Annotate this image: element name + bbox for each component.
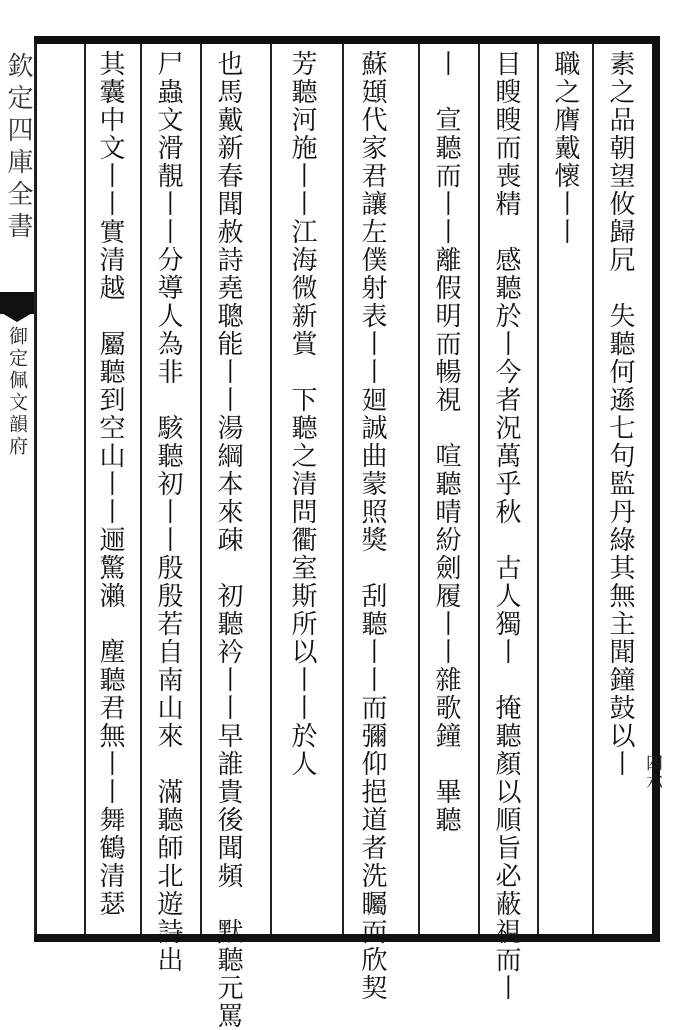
- frame-bottom-border: [34, 934, 660, 942]
- text-column-3: [486, 50, 526, 1002]
- text-column-4: [426, 50, 466, 834]
- column-text: 目瞍瞍而喪精 感聽於丨今者況萬乎秋 古人獨丨 掩聽顏以順旨必蔽視而丨: [491, 50, 521, 1002]
- fishtail-notch: [0, 312, 34, 322]
- column-rule: [478, 44, 480, 934]
- column-text: 尸蟲文滑靚丨丨分導人為非 駭聽初丨丨殷殷若自南山來 滿聽師北遊詩出: [153, 50, 183, 974]
- text-column-1: [600, 50, 640, 778]
- frame-top-border: [34, 36, 660, 44]
- column-rule: [537, 44, 539, 934]
- column-rule: [592, 44, 594, 934]
- column-text: 芳聽河施丨丨江海微新賞 下聽之清問衢室斯所以丨丨於人: [287, 50, 317, 778]
- column-rule: [270, 44, 272, 934]
- column-text: 蘇頲代家君讓左僕射表丨丨廻誠曲蒙照獎 刮聽丨丨而彌仰挹道者洗矚而欣契: [357, 50, 387, 1002]
- fishtail-mark: [0, 292, 34, 314]
- text-column-7: [208, 50, 248, 1030]
- column-rule: [140, 44, 142, 934]
- column-text: 素之品朝望攸歸凥 失聽何遜七句監丹綠其無主聞鐘鼓以丨: [605, 50, 635, 778]
- column-rule: [418, 44, 420, 934]
- column-rule: [342, 44, 344, 934]
- column-text: 丨 宣聽而丨丨離假明而暢視 喧聽晴紛劍履丨丨雜歌鐘 畢聽: [431, 50, 461, 834]
- spine-book-title: 御定佩文韻府: [6, 326, 28, 458]
- frame-right-border: [652, 36, 660, 942]
- text-column-8: [148, 50, 188, 974]
- page-number: 四六: [642, 754, 662, 790]
- text-column-5: [352, 50, 392, 1002]
- text-column-6: [282, 50, 322, 778]
- column-text: 其囊中文丨丨實清越 屬聽到空山丨丨逦驚瀨 塵聽君無丨丨舞鶴清瑟: [95, 50, 125, 918]
- column-rule: [200, 44, 202, 934]
- column-text: 也馬戴新春聞赦詩堯聰能丨丨湯綱本來疎 初聽衿丨丨早誰貴後聞頻 默聽元罵: [213, 50, 243, 1030]
- text-column-9: [90, 50, 130, 918]
- column-text: 職之膺戴懷丨丨: [550, 50, 580, 246]
- column-rule: [84, 44, 86, 934]
- spine-series-title: 欽定四庫全書: [3, 52, 33, 244]
- text-column-2: [545, 50, 585, 246]
